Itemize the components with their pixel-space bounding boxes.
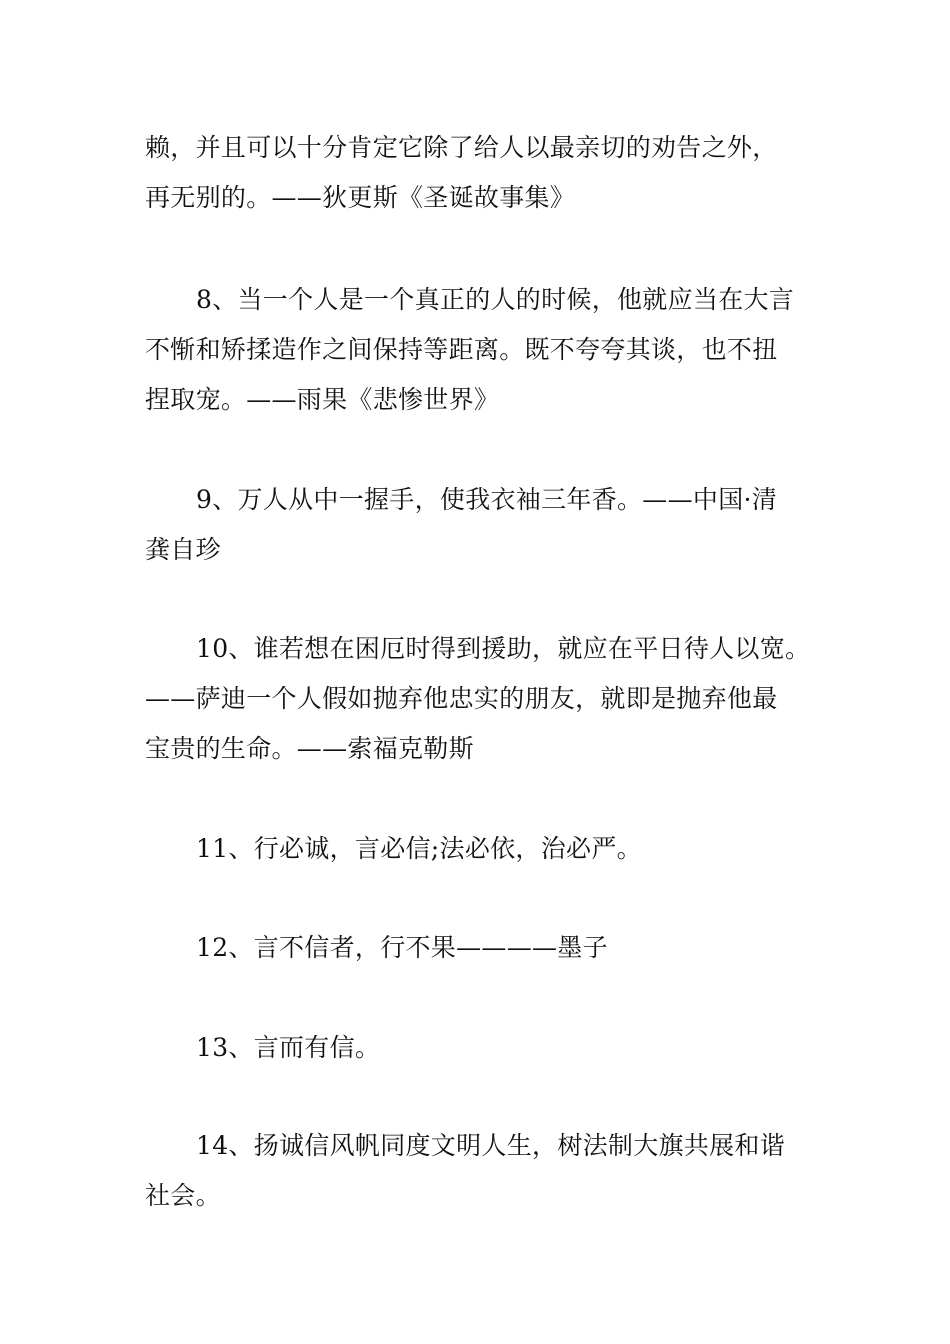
text-line: 龚自珍 (145, 535, 221, 564)
text-line: 赖，并且可以十分肯定它除了给人以最亲切的劝告之外， (145, 133, 778, 162)
text-line: ——萨迪一个人假如抛弃他忠实的朋友，就即是抛弃他最 (145, 684, 778, 713)
quote-11-line: 11、行必诚，言必信;法必依，治必严。 (196, 834, 642, 863)
quote-9-line: 9、万人从中一握手，使我衣袖三年香。——中国·清 (196, 485, 778, 514)
text-line: 捏取宠。——雨果《悲惨世界》 (145, 385, 500, 414)
quote-8-line: 8、当一个人是一个真正的人的时候，他就应当在大言 (196, 285, 795, 314)
quote-14-line: 14、扬诚信风帆同度文明人生，树法制大旗共展和谐 (196, 1131, 786, 1160)
quote-10-line: 10、谁若想在困厄时得到援助，就应在平日待人以宽。 (196, 634, 811, 663)
text-line: 不惭和矫揉造作之间保持等距离。既不夸夸其谈，也不扭 (145, 335, 778, 364)
text-line: 宝贵的生命。——索福克勒斯 (145, 734, 474, 763)
text-line: 再无别的。——狄更斯《圣诞故事集》 (145, 183, 576, 212)
quote-13-line: 13、言而有信。 (196, 1033, 381, 1062)
quote-12-line: 12、言不信者，行不果————墨子 (196, 933, 608, 962)
text-line: 社会。 (145, 1181, 221, 1210)
